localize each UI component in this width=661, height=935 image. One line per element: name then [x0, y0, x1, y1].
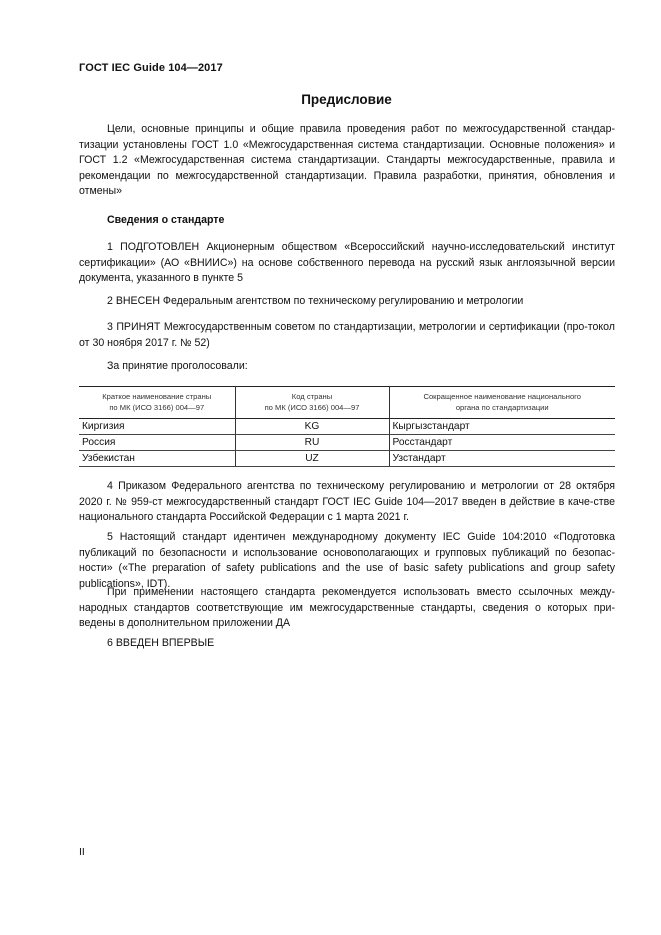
standards-body-cell: Кыргызстандарт — [389, 419, 615, 435]
item-5-note-paragraph — [79, 585, 615, 632]
table-row — [79, 419, 615, 435]
voting-table — [79, 386, 615, 467]
intro-paragraph — [79, 122, 615, 200]
page-title-text: Предисловие — [301, 92, 392, 107]
country-name-cell: Киргизия — [79, 419, 235, 435]
item-6-text: 6 ВВЕДЕН ВПЕРВЫЕ — [107, 637, 215, 649]
item-3-paragraph — [79, 320, 615, 351]
voted-text: За принятие проголосовали: — [107, 360, 248, 372]
item-5-text: 5 Настоящий стандарт идентичен международному документу IEC Guide 104:2010 «Подготовка публикаций по безопасности и использование основополагающих и групповых публикаций по безопас-ности» («The preparation of safety publications and the use of basic safety publications and group safety publications», IDT). — [79, 531, 615, 590]
header-standards-body: Сокращенное наименование национального органа по стандартизации — [389, 387, 615, 419]
item-1-paragraph — [79, 240, 615, 287]
item-5-paragraph — [79, 530, 615, 592]
header-country-name: Краткое наименование страны по МК (ИСО 3166) 004—97 — [79, 387, 235, 419]
document-code: ГОСТ IEC Guide 104—2017 — [79, 62, 223, 74]
item-3-text: 3 ПРИНЯТ Межгосударственным советом по стандартизации, метрологии и сертификации (про-токол от 30 ноября 2017 г. № 52) — [79, 321, 615, 349]
standards-body-cell: Узстандарт — [389, 451, 615, 467]
item-4-text: 4 Приказом Федерального агентства по техническому регулированию и метрологии от 28 октября 2020 г. № 959-ст межгосударственный стандарт ГОСТ IEC Guide 104—2017 введен в действие в каче-стве национального стандарта Российской Федерации с 1 марта 2021 г. — [79, 480, 615, 524]
intro-text: Цели, основные принципы и общие правила проведения работ по межгосударственной стандар-тизации установлены ГОСТ 1.0 «Межгосударственная система стандартизации. Основные положения» и ГОСТ 1.2 «Межгосударственная система стандартизации. Стандарты межгосударственные, правила и рекомендации по межгосударственной стандартизации. Правила разработки, принятия, обновления и отмены» — [79, 123, 615, 198]
item-2-text: 2 ВНЕСЕН Федеральным агентством по техническому регулированию и метрологии — [107, 295, 524, 307]
country-code-cell: KG — [235, 419, 389, 435]
table-row — [79, 435, 615, 451]
table-header-row — [79, 387, 615, 419]
section-heading: Сведения о стандарте — [107, 214, 225, 226]
table-row — [79, 451, 615, 467]
item-1-text: 1 ПОДГОТОВЛЕН Акционерным обществом «Всероссийский научно-исследовательский институт сертификации» (АО «ВНИИС») на основе собственного перевода на русский язык англоязычной версии документа, указанного в пункте 5 — [79, 241, 615, 285]
header-country-code: Код страны по МК (ИСО 3166) 004—97 — [235, 387, 389, 419]
item-5-note-text: При применении настоящего стандарта рекомендуется использовать вместо ссылочных между-народных стандартов соответствующие им межгосударственные стандарты, сведения о которых при-ведены в дополнительном приложении ДА — [79, 586, 615, 630]
country-name-cell: Россия — [79, 435, 235, 451]
country-code-cell: RU — [235, 435, 389, 451]
country-name-cell: Узбекистан — [79, 451, 235, 467]
item-4-paragraph — [79, 479, 615, 526]
item-2-paragraph — [79, 294, 615, 310]
country-code-cell: UZ — [235, 451, 389, 467]
item-6-paragraph — [79, 636, 615, 652]
page-title — [0, 92, 661, 107]
page-number: II — [79, 846, 85, 858]
voted-paragraph — [79, 359, 615, 375]
standards-body-cell: Росстандарт — [389, 435, 615, 451]
